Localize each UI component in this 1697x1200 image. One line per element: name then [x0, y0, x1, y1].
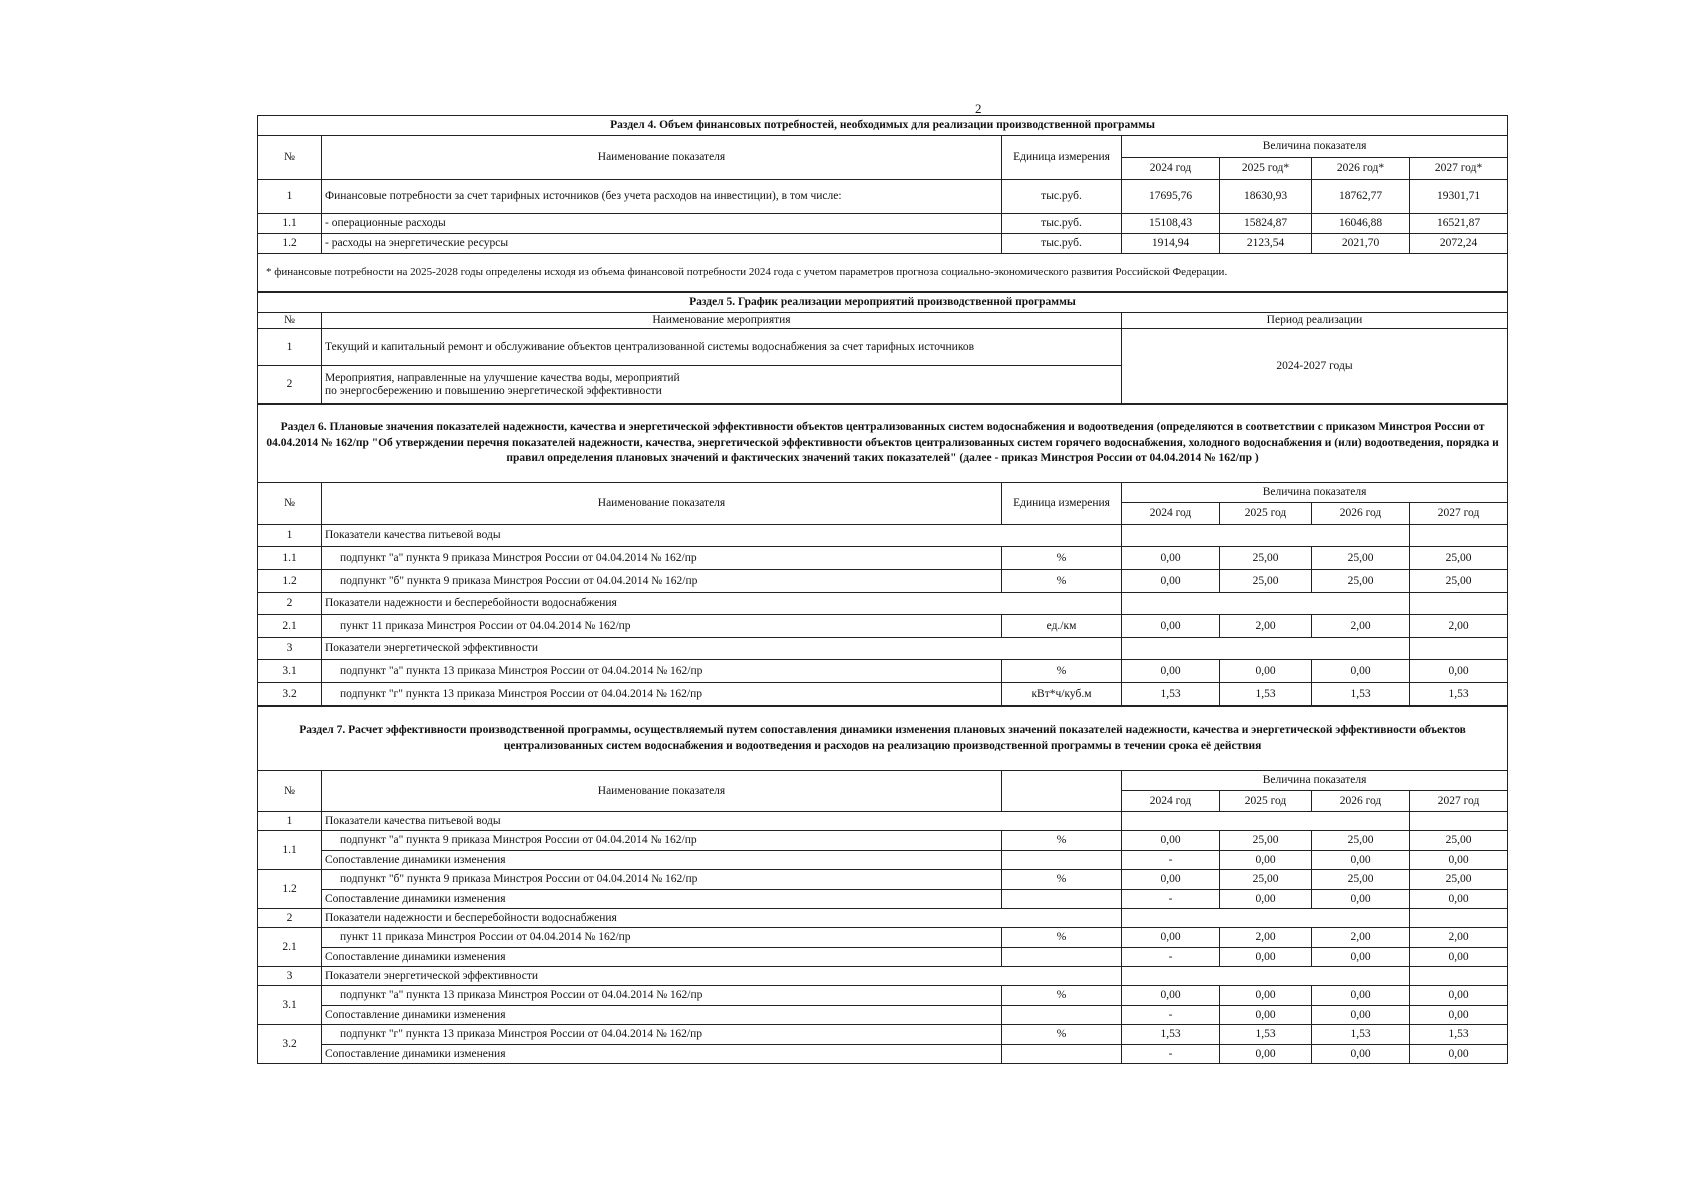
row-value: 25,00: [1312, 570, 1410, 593]
row-unit: %: [1002, 570, 1122, 593]
row-value: 1914,94: [1122, 234, 1220, 254]
row-number: 1: [258, 812, 322, 831]
row-number: 2.1: [258, 928, 322, 967]
row-name: Текущий и капитальный ремонт и обслуживание объектов централизованной системы водоснабжения за счет тарифных источников: [322, 329, 1122, 366]
row-unit: %: [1002, 660, 1122, 683]
year-header: 2026 год*: [1312, 158, 1410, 180]
row-number: 1.2: [258, 870, 322, 909]
row-value: 0,00: [1220, 660, 1312, 683]
table-row: [258, 214, 1508, 234]
row-value: 0,00: [1312, 851, 1410, 870]
row-number: 1.1: [258, 831, 322, 870]
row-value: 0,00: [1410, 1045, 1508, 1064]
table-row-group: [258, 812, 1508, 831]
table-row-group: [258, 638, 1508, 660]
row-unit: %: [1002, 1025, 1122, 1045]
row-value: 2,00: [1312, 928, 1410, 948]
row-name: Показатели надежности и бесперебойности водоснабжения: [322, 593, 1122, 615]
row-unit: тыс.руб.: [1002, 180, 1122, 214]
row-value: 1,53: [1122, 1025, 1220, 1045]
row-name: Финансовые потребности за счет тарифных источников (без учета расходов на инвестиции), в том числе:: [322, 180, 1002, 214]
row-name-line: по энергосбережению и повышению энергетической эффективности: [325, 384, 662, 397]
row-name: подпункт "а" пункта 13 приказа Минстроя России от 04.04.2014 № 162/пр: [322, 660, 1002, 683]
row-value: 1,53: [1410, 1025, 1508, 1045]
row-value: 0,00: [1312, 890, 1410, 909]
row-value: 1,53: [1220, 1025, 1312, 1045]
row-value: 25,00: [1410, 547, 1508, 570]
row-number: 2: [258, 366, 322, 404]
row-unit: тыс.руб.: [1002, 234, 1122, 254]
row-number: 3: [258, 967, 322, 986]
row-number: 3.1: [258, 986, 322, 1025]
row-unit: тыс.руб.: [1002, 214, 1122, 234]
row-value: 0,00: [1312, 1045, 1410, 1064]
row-value: 2,00: [1220, 928, 1312, 948]
row-value: 1,53: [1312, 683, 1410, 706]
section-5-table: [257, 292, 1508, 404]
compare-label: Сопоставление динамики изменения: [322, 1006, 1002, 1025]
year-header: 2027 год: [1410, 791, 1508, 812]
row-value: 0,00: [1220, 1006, 1312, 1025]
year-header: 2024 год: [1122, 791, 1220, 812]
row-number: 1.1: [258, 214, 322, 234]
row-value: 0,00: [1220, 851, 1312, 870]
table-row-compare: [258, 890, 1508, 909]
row-value: 25,00: [1312, 831, 1410, 851]
row-name-line: Мероприятия, направленные на улучшение качества воды, мероприятий: [325, 371, 680, 384]
row-value: 2,00: [1220, 615, 1312, 638]
table-row: [258, 329, 1508, 366]
row-name: - операционные расходы: [322, 214, 1002, 234]
year-header: 2027 год*: [1410, 158, 1508, 180]
year-header: 2024 год: [1122, 503, 1220, 525]
row-number: 2.1: [258, 615, 322, 638]
table-row: [258, 180, 1508, 214]
row-value: 0,00: [1312, 1006, 1410, 1025]
row-value: 0,00: [1122, 986, 1220, 1006]
col-no-header: №: [258, 313, 322, 329]
row-value: 0,00: [1122, 831, 1220, 851]
row-value: 0,00: [1122, 870, 1220, 890]
row-value: 0,00: [1410, 890, 1508, 909]
row-value: 25,00: [1410, 870, 1508, 890]
table-row: [258, 234, 1508, 254]
table-row-group: [258, 909, 1508, 928]
year-header: 2024 год: [1122, 158, 1220, 180]
row-name: подпункт "г" пункта 13 приказа Минстроя России от 04.04.2014 № 162/пр: [322, 683, 1002, 706]
compare-label: Сопоставление динамики изменения: [322, 948, 1002, 967]
row-value: 0,00: [1312, 660, 1410, 683]
row-value: -: [1122, 851, 1220, 870]
row-name: Показатели надежности и бесперебойности водоснабжения: [322, 909, 1122, 928]
table-row: [258, 986, 1508, 1006]
col-value-header: Величина показателя: [1122, 136, 1508, 158]
row-name: Показатели качества питьевой воды: [322, 812, 1122, 831]
row-unit: %: [1002, 831, 1122, 851]
table-row-compare: [258, 851, 1508, 870]
row-number: 3.2: [258, 1025, 322, 1064]
row-value: 17695,76: [1122, 180, 1220, 214]
year-header: 2025 год: [1220, 503, 1312, 525]
table-row-group: [258, 967, 1508, 986]
row-value: 2,00: [1410, 615, 1508, 638]
table-row: [258, 547, 1508, 570]
section-6-title: Раздел 6. Плановые значения показателей надежности, качества и энергетической эффективности объектов централизованных систем водоснабжения и водоотведения (определяются в соответствии с приказом Минстроя России от 04.04.2014 № 162/пр "Об утверждении перечня показателей надежности, качества, энергетической эффективности объектов централизованных систем горячего водоснабжения, холодного водоснабжения и (или) водоотведения, порядка и правил определения плановых значений и фактических значений таких показателей" (далее - приказ Минстроя России от 04.04.2014 № 162/пр ): [258, 405, 1508, 483]
row-value: 16521,87: [1410, 214, 1508, 234]
row-value: -: [1122, 1006, 1220, 1025]
section-5-title: Раздел 5. График реализации мероприятий производственной программы: [258, 293, 1508, 313]
row-number: 1.2: [258, 234, 322, 254]
row-value: 25,00: [1312, 547, 1410, 570]
row-value: 19301,71: [1410, 180, 1508, 214]
row-value: 15108,43: [1122, 214, 1220, 234]
table-row-group: [258, 593, 1508, 615]
row-name: Показатели энергетической эффективности: [322, 967, 1122, 986]
row-name: - расходы на энергетические ресурсы: [322, 234, 1002, 254]
row-value: 2072,24: [1410, 234, 1508, 254]
year-header: 2027 год: [1410, 503, 1508, 525]
row-value: 2123,54: [1220, 234, 1312, 254]
year-header: 2025 год*: [1220, 158, 1312, 180]
col-unit-header: Единица измерения: [1002, 483, 1122, 525]
row-name: [322, 366, 1122, 404]
row-number: 1.2: [258, 570, 322, 593]
row-number: 3.2: [258, 683, 322, 706]
row-number: 1.1: [258, 547, 322, 570]
year-header: 2025 год: [1220, 791, 1312, 812]
row-value: 25,00: [1220, 831, 1312, 851]
row-value: 0,00: [1410, 948, 1508, 967]
row-number: 1: [258, 180, 322, 214]
col-value-header: Величина показателя: [1122, 771, 1508, 791]
table-row-compare: [258, 1006, 1508, 1025]
row-number: 1: [258, 329, 322, 366]
row-value: 25,00: [1220, 547, 1312, 570]
row-value: 18762,77: [1312, 180, 1410, 214]
implementation-period: 2024-2027 годы: [1122, 329, 1508, 404]
row-value: -: [1122, 890, 1220, 909]
table-row: [258, 928, 1508, 948]
row-unit: ед./км: [1002, 615, 1122, 638]
table-row-compare: [258, 1045, 1508, 1064]
row-value: 16046,88: [1312, 214, 1410, 234]
compare-label: Сопоставление динамики изменения: [322, 1045, 1002, 1064]
row-name: подпункт "а" пункта 9 приказа Минстроя России от 04.04.2014 № 162/пр: [322, 831, 1002, 851]
page-number: 2: [975, 101, 982, 116]
row-value: 0,00: [1410, 660, 1508, 683]
row-name: подпункт "а" пункта 9 приказа Минстроя России от 04.04.2014 № 162/пр: [322, 547, 1002, 570]
row-value: 15824,87: [1220, 214, 1312, 234]
row-value: 1,53: [1312, 1025, 1410, 1045]
row-value: 25,00: [1220, 570, 1312, 593]
row-value: 0,00: [1410, 1006, 1508, 1025]
row-unit: %: [1002, 928, 1122, 948]
row-name: пункт 11 приказа Минстроя России от 04.04.2014 № 162/пр: [322, 615, 1002, 638]
row-number: 3.1: [258, 660, 322, 683]
row-value: 1,53: [1410, 683, 1508, 706]
row-value: 1,53: [1122, 683, 1220, 706]
row-value: 2021,70: [1312, 234, 1410, 254]
section-6-table: [257, 404, 1508, 706]
row-value: 0,00: [1220, 986, 1312, 1006]
compare-label: Сопоставление динамики изменения: [322, 890, 1002, 909]
row-unit: %: [1002, 870, 1122, 890]
document-sheet: [257, 115, 1507, 1064]
row-unit: %: [1002, 986, 1122, 1006]
section-7-table: [257, 706, 1508, 1064]
table-row: [258, 831, 1508, 851]
row-value: 0,00: [1220, 890, 1312, 909]
row-number: 2: [258, 593, 322, 615]
section-4-footnote: * финансовые потребности на 2025-2028 годы определены исходя из объема финансовой потребности 2024 года с учетом параметров прогноза социально-экономического развития Российской Федерации.: [258, 254, 1508, 292]
row-value: 0,00: [1410, 986, 1508, 1006]
section-7-title: Раздел 7. Расчет эффективности производственной программы, осуществляемый путем сопоставления динамики изменения плановых значений показателей надежности, качества и энергетической эффективности объектов централизованных систем водоснабжения и водоотведения и расходов на реализацию производственной программы в течении срока её действия: [258, 707, 1508, 771]
row-number: 1: [258, 525, 322, 547]
col-name-header: Наименование показателя: [322, 771, 1002, 812]
row-value: 0,00: [1220, 948, 1312, 967]
col-value-header: Величина показателя: [1122, 483, 1508, 503]
row-value: 0,00: [1122, 570, 1220, 593]
row-value: 1,53: [1220, 683, 1312, 706]
row-value: -: [1122, 1045, 1220, 1064]
row-name: подпункт "г" пункта 13 приказа Минстроя России от 04.04.2014 № 162/пр: [322, 1025, 1002, 1045]
section-4-table: [257, 115, 1508, 292]
col-unit-header: Единица измерения: [1002, 136, 1122, 180]
table-row-group: [258, 525, 1508, 547]
row-value: 0,00: [1122, 615, 1220, 638]
year-header: 2026 год: [1312, 791, 1410, 812]
row-value: 2,00: [1312, 615, 1410, 638]
row-value: 0,00: [1122, 928, 1220, 948]
row-value: 25,00: [1312, 870, 1410, 890]
row-unit: кВт*ч/куб.м: [1002, 683, 1122, 706]
table-row: [258, 660, 1508, 683]
table-row-compare: [258, 948, 1508, 967]
row-value: 0,00: [1312, 986, 1410, 1006]
row-value: 2,00: [1410, 928, 1508, 948]
row-name: подпункт "а" пункта 13 приказа Минстроя России от 04.04.2014 № 162/пр: [322, 986, 1002, 1006]
row-value: 0,00: [1312, 948, 1410, 967]
row-value: 0,00: [1122, 660, 1220, 683]
table-row: [258, 1025, 1508, 1045]
row-value: 18630,93: [1220, 180, 1312, 214]
col-unit-header: [1002, 771, 1122, 812]
compare-label: Сопоставление динамики изменения: [322, 851, 1002, 870]
table-row: [258, 870, 1508, 890]
table-row: [258, 615, 1508, 638]
row-name: Показатели энергетической эффективности: [322, 638, 1122, 660]
row-unit: %: [1002, 547, 1122, 570]
col-no-header: №: [258, 136, 322, 180]
row-value: 0,00: [1410, 851, 1508, 870]
row-value: 0,00: [1122, 547, 1220, 570]
table-row: [258, 683, 1508, 706]
row-name: пункт 11 приказа Минстроя России от 04.04.2014 № 162/пр: [322, 928, 1002, 948]
col-no-header: №: [258, 483, 322, 525]
row-value: 25,00: [1410, 570, 1508, 593]
col-period-header: Период реализации: [1122, 313, 1508, 329]
col-name-header: Наименование мероприятия: [322, 313, 1122, 329]
section-4-title: Раздел 4. Объем финансовых потребностей, необходимых для реализации производственной программы: [258, 116, 1508, 136]
row-name: подпункт "б" пункта 9 приказа Минстроя России от 04.04.2014 № 162/пр: [322, 870, 1002, 890]
row-name: Показатели качества питьевой воды: [322, 525, 1122, 547]
row-value: 25,00: [1220, 870, 1312, 890]
table-row: [258, 570, 1508, 593]
row-number: 2: [258, 909, 322, 928]
row-value: -: [1122, 948, 1220, 967]
row-value: 0,00: [1220, 1045, 1312, 1064]
row-value: 25,00: [1410, 831, 1508, 851]
year-header: 2026 год: [1312, 503, 1410, 525]
col-name-header: Наименование показателя: [322, 136, 1002, 180]
row-name: подпункт "б" пункта 9 приказа Минстроя России от 04.04.2014 № 162/пр: [322, 570, 1002, 593]
row-number: 3: [258, 638, 322, 660]
col-no-header: №: [258, 771, 322, 812]
col-name-header: Наименование показателя: [322, 483, 1002, 525]
